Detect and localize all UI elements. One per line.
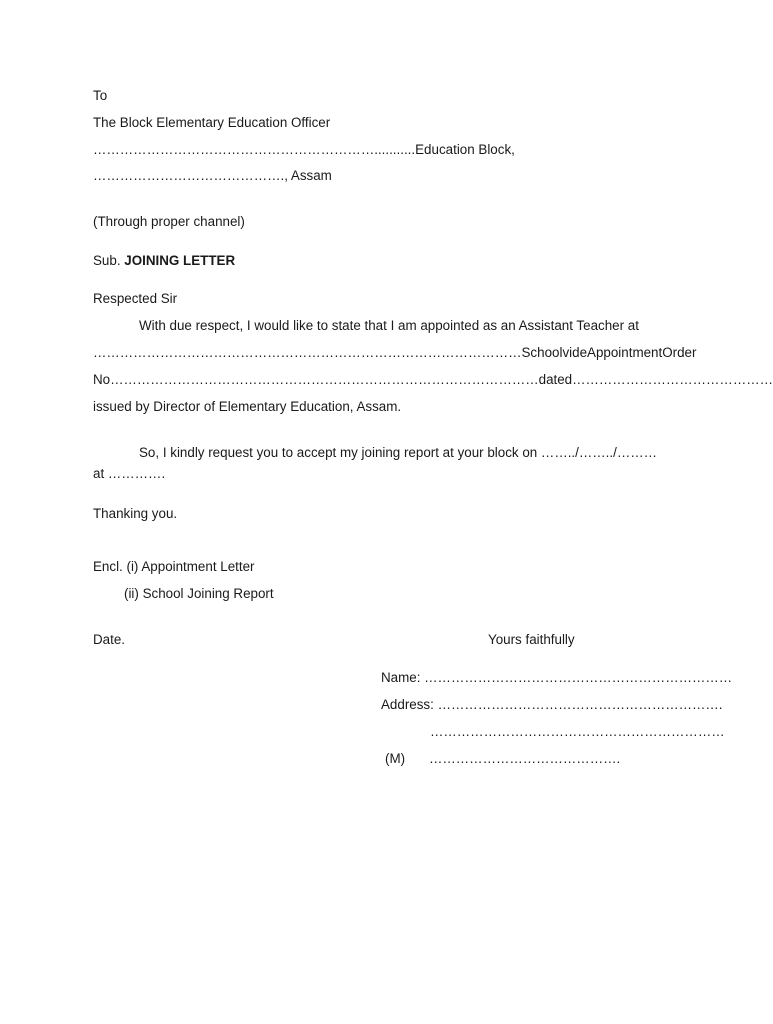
word-order: Order <box>662 345 697 360</box>
enclosure-1: Encl. (i) Appointment Letter <box>93 559 255 574</box>
salutation: Respected Sir <box>93 291 178 306</box>
subject-line <box>93 252 235 270</box>
para1-line4: issued by Director of Elementary Education, Assam. <box>93 399 402 414</box>
para1-line3: No……………………………………………………………………………………dated……………………………………… <box>93 372 773 387</box>
word-school: School <box>521 345 563 360</box>
enclosure-2: (ii) School Joining Report <box>124 586 274 601</box>
para1-line2 <box>93 344 697 362</box>
thanks-line: Thanking you. <box>93 506 178 521</box>
address-field-2: ………………………………………………………… <box>430 724 725 739</box>
recipient-title: The Block Elementary Education Officer <box>93 115 331 130</box>
word-vide: vide <box>562 345 588 360</box>
education-block-line: ………………………………………………………...........Education Block, <box>93 142 515 157</box>
para1-line1: With due respect, I would like to state that I am appointed as an Assistant Teacher at <box>139 318 639 333</box>
subject-text: JOINING LETTER <box>124 253 236 268</box>
channel-note: (Through proper channel) <box>93 214 245 229</box>
word-appointment: Appointment <box>587 345 663 360</box>
para2-line2: at …………. <box>93 466 166 481</box>
to-label: To <box>93 88 108 103</box>
date-label: Date. <box>93 632 126 647</box>
name-field: Name: …………………………………………………………… <box>381 670 733 685</box>
para2-line1: So, I kindly request you to accept my joining report at your block on ……../……../……… <box>139 445 657 460</box>
address-field: Address: ………………………………………………………. <box>381 697 723 712</box>
subject-prefix: Sub. <box>93 253 121 268</box>
closing-line: Yours faithfully <box>488 632 575 647</box>
district-line: ……………………………………., Assam <box>93 168 332 183</box>
school-name-blank: …………………………………………………………………………………… <box>93 345 522 360</box>
mobile-label: (M) <box>385 751 406 766</box>
mobile-field: ……………………………………. <box>429 751 621 766</box>
